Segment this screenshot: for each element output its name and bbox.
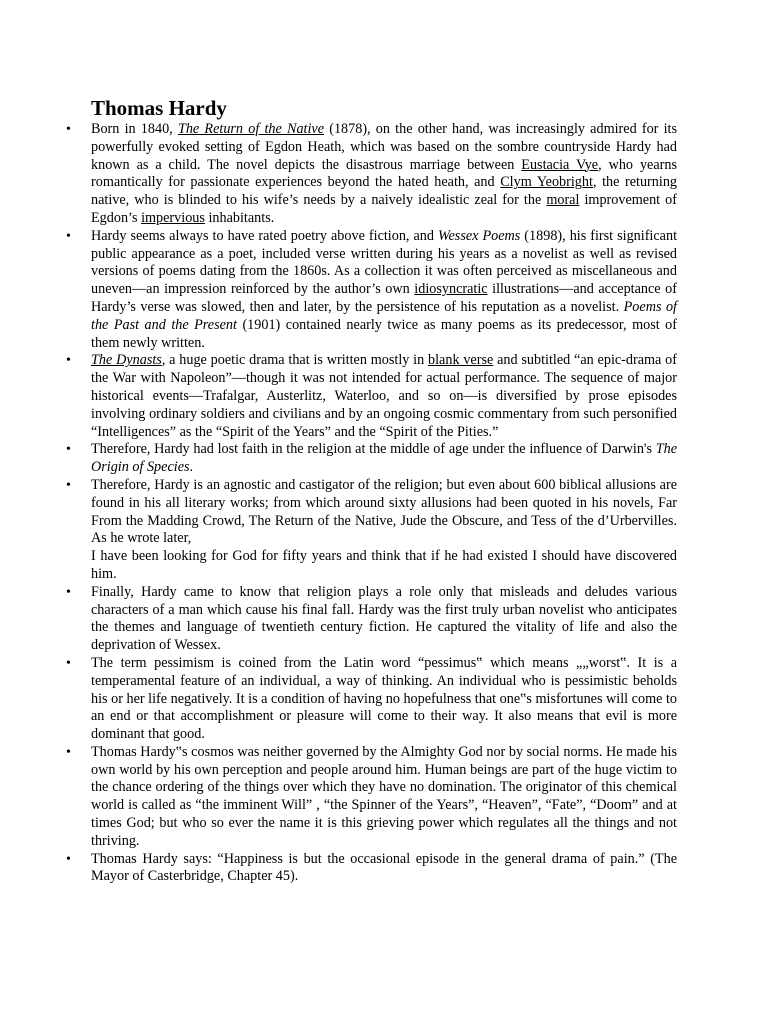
- bullet-item: [91, 744, 677, 851]
- bullet-text: Therefore, Hardy had lost faith in the religion at the middle of age under the influence of Darwin's: [91, 441, 656, 458]
- bullet-item: [91, 352, 677, 441]
- bullet-text: Hardy seems always to have rated poetry above fiction, and: [91, 227, 438, 244]
- bullet-text: , the returning native, who is blinded to his wife’s needs by a naively idealistic zeal for the: [91, 174, 678, 209]
- bullet-item: [91, 441, 677, 477]
- bullet-item: [91, 851, 677, 887]
- bullet-item: [91, 584, 677, 655]
- hyperlink-text: Clym Yeobright: [500, 174, 593, 191]
- bullet-text: Thomas Hardy‟s cosmos was neither governed by the Almighty God nor by social norms. He made his own world by his own perception and people around him. Human beings are part of the huge victim to the chance ordering of the things over which they have no domination. The originator of this chemical world is called as “the imminent Will” , “the Spinner of the Years”, “Heaven”, “Fate”, “Doom” and at times God; but who so ever the name it is this grieving power which regulates all the things and not thriving.: [91, 743, 677, 849]
- bullet-text: , who yearns romantically for passionate experiences beyond the hated heath, and: [91, 156, 677, 191]
- bullet-item: [91, 121, 677, 228]
- bullet-text: inhabitants.: [204, 209, 275, 226]
- hyperlink-text: moral: [546, 192, 580, 209]
- bullet-text: improvement of Egdon’s: [91, 192, 677, 226]
- hyperlink-text: impervious: [141, 209, 205, 226]
- bullet-text: Thomas Hardy says: “Happiness is but the occasional episode in the general drama of pain.” (The Mayor of Casterbridge, Chapter 45).: [91, 850, 677, 885]
- bullet-text: Finally, Hardy came to know that religion plays a role only that misleads and deludes various characters of a man which cause his final fall. Hardy was the first truly urban novelist who anticipates the themes and language of twentieth century fiction. He captured the vitality of life and also the deprivation of Wessex.: [91, 583, 677, 654]
- hyperlink-text: idiosyncratic: [414, 281, 488, 298]
- hyperlink-text: Eustacia Vye: [521, 156, 599, 173]
- bullet-item: [91, 477, 677, 584]
- bullet-list: [0, 121, 677, 886]
- italic-link-title: The Return of the Native: [177, 121, 325, 137]
- bullet-text: (1901) contained nearly twice as many poems as its predecessor, most of them newly written.: [91, 316, 677, 351]
- bullet-text: , a huge poetic drama that is written mostly in: [161, 352, 429, 369]
- bullet-text: The term pessimism is coined from the Latin word “pessimus‟ which means „„worst‟. It is a temperamental feature of an individual, a way of thinking. An individual who is pessimistic beholds his or her life negatively. It is a condition of having no hopefulness that one‟s misfortunes will come to an end or that accomplishment or pleasure will come to their way. It also means that evil is more dominant that good.: [91, 654, 677, 743]
- bullet-text: and subtitled “an epic-drama of the War with Napoleon”—though it was not intended for actual performance. The sequence of major historical events—Trafalgar, Austerlitz, Waterloo, and so on—is diversified by prose episodes involving ordinary soldiers and civilians and by an ongoing cosmic commentary from such personified “Intelligences” as the “Spirit of the Years” and the “Spirit of the Pities.”: [91, 352, 677, 440]
- bullet-item: [91, 655, 677, 744]
- italic-title: The Origin of Species: [91, 441, 677, 476]
- bullet-text: Born in 1840,: [91, 121, 178, 137]
- bullet-text: (1878), on the other hand, was increasingly admired for its powerfully evoked setting of Egdon Heath, which was based on the sombre countryside Hardy had known as a child. The novel depicts the disastrous marriage between: [91, 121, 677, 173]
- bullet-text: Therefore, Hardy is an agnostic and castigator of the religion; but even about 600 biblical allusions are found in his all literary works; from which around sixty allusions had been quoted in his novels, Far From the Madding Crowd, The Return of the Native, Jude the Obscure, and Tess of the d’Urbervilles. As he wrote later,: [91, 476, 677, 547]
- italic-title: Poems of the Past and the Present: [91, 298, 677, 333]
- document-title: Thomas Hardy: [91, 96, 227, 120]
- italic-link-title: The Dynasts: [91, 352, 162, 369]
- bullet-text: illustrations—and acceptance of Hardy’s verse was slowed, then and later, by the persistence of his reputation as a novelist.: [91, 281, 677, 315]
- hyperlink-text: blank verse: [428, 352, 494, 369]
- bullet-item: [91, 228, 677, 353]
- bullet-text: (1898), his first significant public appearance as a poet, included verse written during his years as a novelist as well as revised versions of poems dating from the 1860s. As a collection it was often perceived as miscellaneous and uneven—an impression reinforced by the author’s own: [91, 227, 678, 298]
- quotation: I have been looking for God for fifty years and think that if he had existed I should have discovered him.: [91, 548, 677, 582]
- italic-title: Wessex Poems: [438, 227, 521, 244]
- bullet-text: .: [189, 459, 194, 476]
